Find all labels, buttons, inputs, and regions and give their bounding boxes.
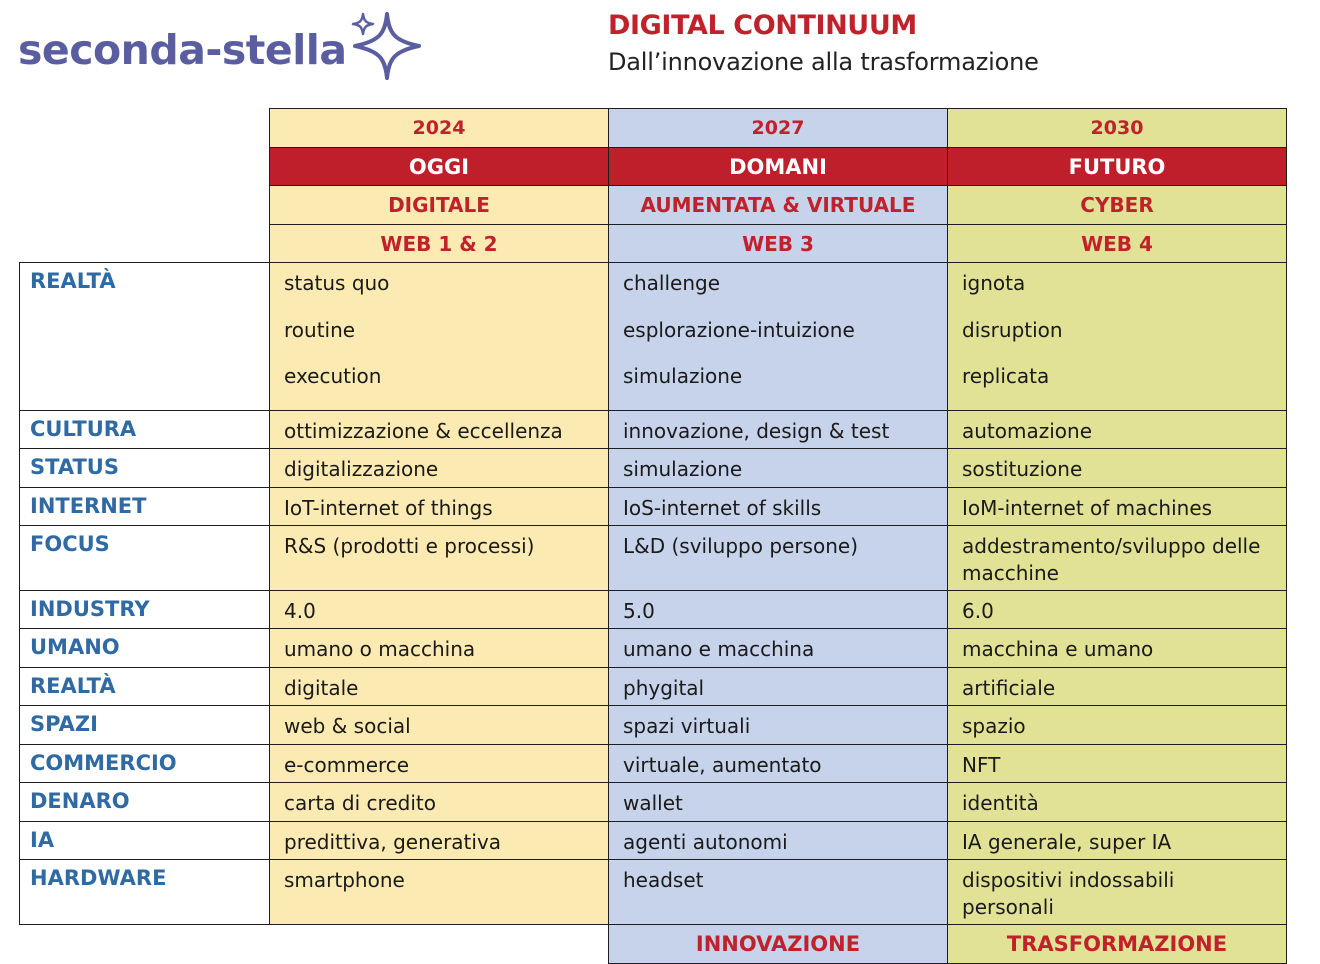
table-cell: sostituzione — [948, 448, 1287, 487]
table-cell: IoM-internet of machines — [948, 487, 1287, 525]
table-row — [20, 744, 1287, 782]
table-cell: NFT — [948, 744, 1287, 782]
table-cell: ignota disruption replicata — [948, 263, 1287, 411]
type-aumentata-virtuale: AUMENTATA & VIRTUALE — [609, 186, 948, 225]
table-cell: digitalizzazione — [270, 448, 609, 487]
web-4: WEB 4 — [948, 225, 1287, 263]
table-cell: headset — [609, 859, 948, 924]
table-cell: ottimizzazione & eccellenza — [270, 410, 609, 448]
table-cell: web & social — [270, 705, 609, 744]
table-cell: status quo routine execution — [270, 263, 609, 411]
row-label: IA — [20, 821, 270, 859]
table-cell: IA generale, super IA — [948, 821, 1287, 859]
table-cell: e-commerce — [270, 744, 609, 782]
table-row — [20, 628, 1287, 667]
table-cell: carta di credito — [270, 782, 609, 821]
row-label: DENARO — [20, 782, 270, 821]
table-cell: smartphone — [270, 859, 609, 924]
type-cyber: CYBER — [948, 186, 1287, 225]
brand-logo — [18, 14, 425, 86]
row-label: REALTÀ — [20, 263, 270, 411]
table-cell: digitale — [270, 667, 609, 705]
page-title: DIGITAL CONTINUUM — [608, 10, 917, 41]
table-cell: spazi virtuali — [609, 705, 948, 744]
row-label: REALTÀ — [20, 667, 270, 705]
table-row — [20, 667, 1287, 705]
table-cell: simulazione — [609, 448, 948, 487]
table-row — [20, 705, 1287, 744]
table-cell: L&D (sviluppo persone) — [609, 525, 948, 590]
era-domani: DOMANI — [609, 148, 948, 186]
table-cell: macchina e umano — [948, 628, 1287, 667]
table-row — [20, 782, 1287, 821]
table-cell: agenti autonomi — [609, 821, 948, 859]
era-futuro: FUTURO — [948, 148, 1287, 186]
table-cell: innovazione, design & test — [609, 410, 948, 448]
table-cell: automazione — [948, 410, 1287, 448]
header-row-year — [20, 109, 1287, 148]
row-label: SPAZI — [20, 705, 270, 744]
table-row — [20, 263, 1287, 411]
table-cell: phygital — [609, 667, 948, 705]
year-2030: 2030 — [948, 109, 1287, 148]
table-cell: addestramento/sviluppo delle macchine — [948, 525, 1287, 590]
table-cell: predittiva, generativa — [270, 821, 609, 859]
row-label: CULTURA — [20, 410, 270, 448]
header-row-type — [20, 186, 1287, 225]
footer-trasformazione: TRASFORMAZIONE — [948, 924, 1287, 963]
table-cell: umano o macchina — [270, 628, 609, 667]
continuum-table — [19, 108, 1287, 964]
row-label: COMMERCIO — [20, 744, 270, 782]
web-3: WEB 3 — [609, 225, 948, 263]
table-row — [20, 525, 1287, 590]
table-row — [20, 821, 1287, 859]
row-label: STATUS — [20, 448, 270, 487]
footer-row — [20, 924, 1287, 963]
table-cell: identità — [948, 782, 1287, 821]
table-cell: spazio — [948, 705, 1287, 744]
web-1-2: WEB 1 & 2 — [270, 225, 609, 263]
table-cell: 5.0 — [609, 590, 948, 628]
footer-innovazione: INNOVAZIONE — [609, 924, 948, 963]
row-label: INDUSTRY — [20, 590, 270, 628]
year-2027: 2027 — [609, 109, 948, 148]
table-row — [20, 487, 1287, 525]
table-row — [20, 859, 1287, 924]
type-digitale: DIGITALE — [270, 186, 609, 225]
table-cell: virtuale, aumentato — [609, 744, 948, 782]
table-cell: IoS-internet of skills — [609, 487, 948, 525]
header-row-web — [20, 225, 1287, 263]
row-label: FOCUS — [20, 525, 270, 590]
table-cell: wallet — [609, 782, 948, 821]
table-cell: 4.0 — [270, 590, 609, 628]
table-cell: umano e macchina — [609, 628, 948, 667]
table-cell: IoT-internet of things — [270, 487, 609, 525]
year-2024: 2024 — [270, 109, 609, 148]
era-oggi: OGGI — [270, 148, 609, 186]
table-cell: dispositivi indossabili personali — [948, 859, 1287, 924]
corner-blank — [20, 109, 270, 148]
table-row — [20, 448, 1287, 487]
row-label: INTERNET — [20, 487, 270, 525]
brand-name: seconda-stella — [18, 26, 347, 74]
table-row — [20, 590, 1287, 628]
table-cell: artificiale — [948, 667, 1287, 705]
table-row — [20, 410, 1287, 448]
table-cell: challenge esplorazione-intuizione simulazione — [609, 263, 948, 411]
four-point-star-icon — [349, 8, 425, 84]
table-cell: 6.0 — [948, 590, 1287, 628]
header-row-era — [20, 148, 1287, 186]
row-label: HARDWARE — [20, 859, 270, 924]
table-cell: R&S (prodotti e processi) — [270, 525, 609, 590]
page-subtitle: Dall’innovazione alla trasformazione — [608, 48, 1039, 76]
row-label: UMANO — [20, 628, 270, 667]
